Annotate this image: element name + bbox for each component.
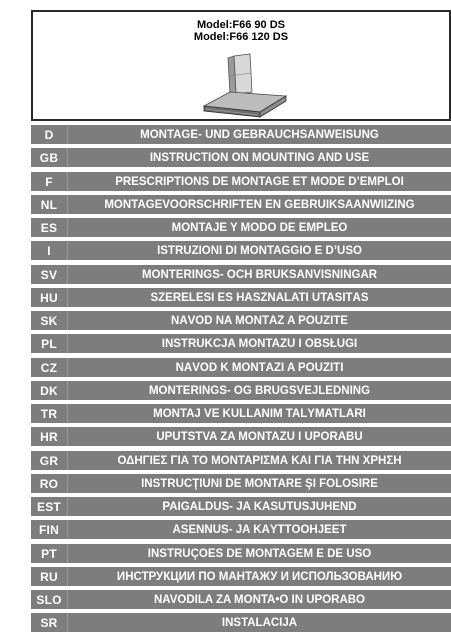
- model-line: Model:F66 120 DS: [193, 31, 289, 43]
- language-code: NL: [40, 197, 58, 212]
- language-code: F: [45, 174, 53, 189]
- language-row-dk: [31, 381, 451, 400]
- language-code: GR: [39, 453, 59, 468]
- language-code: ES: [40, 220, 58, 235]
- language-code: D: [44, 127, 54, 142]
- language-code: RO: [39, 476, 59, 491]
- language-row-gb: [31, 148, 451, 167]
- language-code: DK: [40, 383, 58, 398]
- language-title: INSTALACIJA: [221, 616, 298, 629]
- language-title: NÁVOD K MONTÁŽI A POUŽITÍ: [175, 361, 344, 374]
- language-title: ΟΔΗΓΙΕΣ ΓΙΑ ΤΟ ΜΟΝΤΑΡΙΣΜΑ ΚΑΙ ΓΙΑ ΤΗΝ ΧΡΗΣΗ: [117, 454, 402, 467]
- language-title: ИНСТРУКЦИИ ПО МАНТАЖУ И ИСПОЛЬЗОВАНИЮ: [116, 570, 403, 583]
- language-row-sv: [31, 265, 451, 284]
- language-row-es: [31, 218, 451, 237]
- language-title: UPUTSTVA ZA MONTAŽU I UPORABU: [156, 430, 363, 443]
- language-row-hu: [31, 288, 451, 307]
- language-title: ASENNUS- JA KÄYTTÖOHJEET: [172, 523, 347, 536]
- language-row-est: [31, 497, 451, 516]
- language-row-fin: [31, 520, 451, 539]
- language-row-gr: [31, 451, 451, 470]
- language-code: SK: [40, 313, 58, 328]
- language-title: INSTRUCŢIUNI DE MONTARE ŞI FOLOSIRE: [141, 477, 378, 490]
- language-title: PRESCRIPTIONS DE MONTAGE ET MODE D’EMPLOI: [115, 175, 404, 188]
- language-title: INSTRUKCJA MONTAŽU I OBSŁUGI: [161, 337, 358, 350]
- language-title: NAVODILA ZA MONTA•O IN UPORABO: [153, 593, 365, 606]
- language-title: INSTRUÇÕES DE MONTAGEM E DE USO: [147, 547, 372, 560]
- language-row-sk: [31, 311, 451, 330]
- language-title: SZERELÉSI ÉS HASZNÁLATI UTASÍTÁS: [150, 291, 369, 304]
- language-code: PL: [41, 336, 57, 351]
- language-row-pt: [31, 544, 451, 563]
- language-row-hr: [31, 427, 451, 446]
- language-code: HU: [40, 290, 58, 305]
- language-code: SV: [40, 267, 58, 282]
- language-code: SLO: [36, 592, 62, 607]
- language-row-ru: [31, 567, 451, 586]
- language-code: HR: [40, 429, 58, 444]
- language-title: ISTRUZIONI DI MONTAGGIO E D’USO: [157, 244, 362, 257]
- language-code: RU: [40, 569, 58, 584]
- model-numbers: [33, 19, 449, 43]
- language-code: SR: [40, 615, 58, 630]
- language-title: MONTAGE- UND GEBRAUCHSANWEISUNG: [140, 128, 379, 141]
- language-row-nl: [31, 195, 451, 214]
- model-line: Model:F66 90 DS: [196, 19, 286, 31]
- language-row-slo: [31, 590, 451, 609]
- language-code: TR: [40, 406, 58, 421]
- cover-header-box: [31, 10, 451, 121]
- language-code: CZ: [40, 360, 58, 375]
- language-row-i: [31, 241, 451, 260]
- language-code: GB: [39, 150, 59, 165]
- language-row-tr: [31, 404, 451, 423]
- language-code: I: [47, 243, 51, 258]
- language-code: PT: [41, 546, 57, 561]
- language-title: PAIGALDUS- JA KASUTUSJUHEND: [162, 500, 357, 513]
- language-row-d: [31, 125, 451, 144]
- language-code: EST: [37, 499, 61, 514]
- language-row-f: [31, 172, 451, 191]
- language-title: MONTAJ VE KULLANIM TALÝMATLARI: [153, 407, 366, 420]
- language-code: FIN: [39, 522, 59, 537]
- language-row-cz: [31, 358, 451, 377]
- language-title: MONTAJE Y MODO DE EMPLEO: [171, 221, 348, 234]
- language-title: MONTERINGS- OG BRUGSVEJLEDNING: [148, 384, 371, 397]
- language-title: INSTRUCTION ON MOUNTING AND USE: [149, 151, 370, 164]
- language-title: MONTERINGS- OCH BRUKSANVISNINGAR: [141, 268, 378, 281]
- language-row-ro: [31, 474, 451, 493]
- language-title: MONTAGEVOORSCHRIFTEN EN GEBRUIKSAANWIIZING: [104, 198, 415, 211]
- language-row-pl: [31, 334, 451, 353]
- language-title: NÁVOD NA MONTÁŽ A POUŽITE: [171, 314, 348, 327]
- language-row-sr: [31, 613, 451, 632]
- range-hood-illustration: [190, 52, 290, 120]
